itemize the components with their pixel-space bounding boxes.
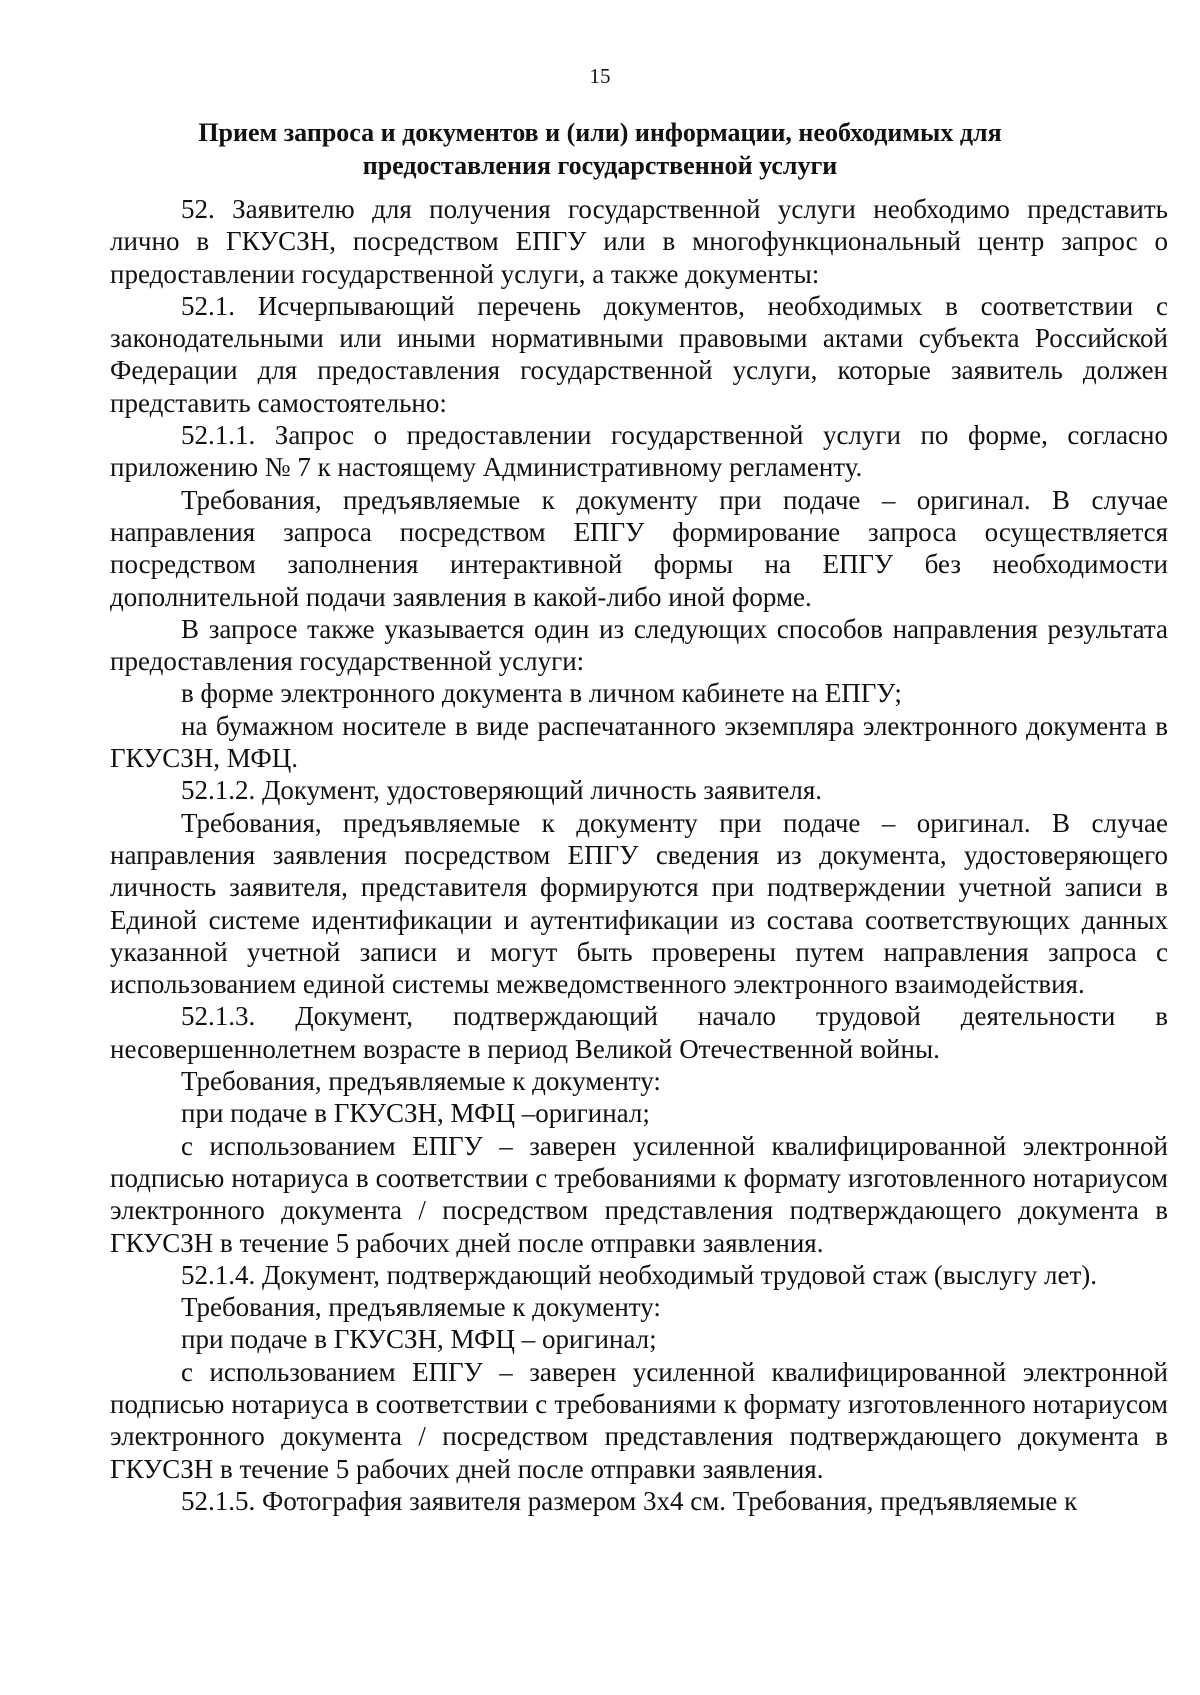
paragraph: В запросе также указывается один из следующих способов направления результата предоставления государственной услуги: bbox=[110, 613, 1168, 677]
paragraph: с использованием ЕПГУ – заверен усиленной квалифицированной электронной подписью нотариуса в соответствии с требованиями к формату изготовленного нотариусом электронного документа / посредством представления подтверждающего документа в ГКУСЗН в течение 5 рабочих дней после отправки заявления. bbox=[110, 1356, 1168, 1484]
paragraph: Требования, предъявляемые к документу при подаче – оригинал. В случае направления заявления посредством ЕПГУ сведения из документа, удостоверяющего личность заявителя, представителя формируются при подтверждении учетной записи в Единой системе идентификации и аутентификации из состава соответствующих данных указанной учетной записи и могут быть проверены путем направления запроса с использованием единой системы межведомственного электронного взаимодействия. bbox=[110, 807, 1168, 1000]
paragraph: 52. Заявителю для получения государственной услуги необходимо представить лично в ГКУСЗН, посредством ЕПГУ или в многофункциональный центр запрос о предоставлении государственной услуги, а также документы: bbox=[110, 194, 1168, 289]
paragraph: Требования, предъявляемые к документу: bbox=[181, 1292, 661, 1323]
page-number: 15 bbox=[589, 64, 611, 88]
paragraph: 52.1.2. Документ, удостоверяющий личность заявителя. bbox=[181, 775, 822, 806]
paragraph: 52.1. Исчерпывающий перечень документов, необходимых в соответствии с законодательными или иными нормативными правовыми актами субъекта Российской Федерации для предоставления государственной услуги, которые заявитель должен представить самостоятельно: bbox=[110, 290, 1168, 418]
paragraph: 52.1.5. Фотография заявителя размером 3х4 см. Требования, предъявляемые к bbox=[181, 1485, 1078, 1516]
section-heading: Прием запроса и документов и (или) информации, необходимых для предоставления государственной услуги bbox=[198, 118, 1002, 180]
paragraph: 52.1.4. Документ, подтверждающий необходимый трудовой стаж (выслугу лет). bbox=[181, 1259, 1098, 1290]
paragraph: с использованием ЕПГУ – заверен усиленной квалифицированной электронной подписью нотариуса в соответствии с требованиями к формату изготовленного нотариусом электронного документа / посредством представления подтверждающего документа в ГКУСЗН в течение 5 рабочих дней после отправки заявления. bbox=[110, 1130, 1168, 1258]
paragraph: при подаче в ГКУСЗН, МФЦ – оригинал; bbox=[181, 1324, 657, 1355]
document-body bbox=[110, 193, 1168, 1517]
paragraph: Требования, предъявляемые к документу при подаче – оригинал. В случае направления запроса посредством ЕПГУ формирование запроса осуществляется посредством заполнения интерактивной формы на ЕПГУ без необходимости дополнительной подачи заявления в какой-либо иной форме. bbox=[110, 484, 1168, 612]
paragraph: 52.1.1. Запрос о предоставлении государственной услуги по форме, согласно приложению № 7 к настоящему Административному регламенту. bbox=[110, 420, 1168, 483]
paragraph: на бумажном носителе в виде распечатанного экземпляра электронного документа в ГКУСЗН, МФЦ. bbox=[110, 710, 1168, 774]
paragraph: в форме электронного документа в личном кабинете на ЕПГУ; bbox=[181, 678, 902, 709]
paragraph: Требования, предъявляемые к документу: bbox=[181, 1066, 661, 1097]
paragraph: 52.1.3. Документ, подтверждающий начало трудовой деятельности в несовершеннолетнем возрасте в период Великой Отечественной войны. bbox=[110, 1001, 1168, 1064]
paragraph: при подаче в ГКУСЗН, МФЦ –оригинал; bbox=[181, 1098, 650, 1129]
